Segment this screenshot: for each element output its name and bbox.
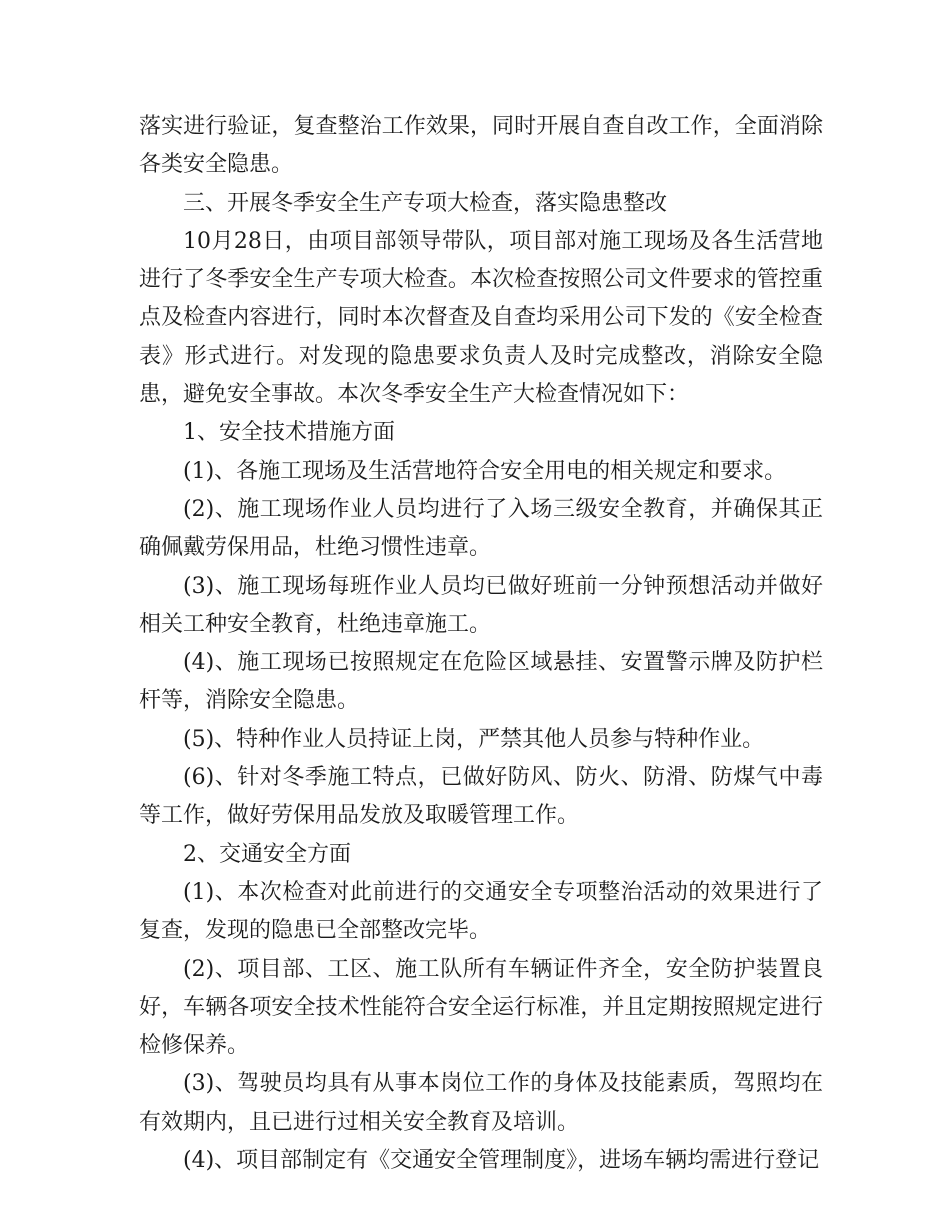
paragraph: (6)、针对冬季施工特点，已做好防风、防火、防滑、防煤气中毒等工作，做好劳保用品发放及取暖管理工作。 — [139, 765, 823, 829]
paragraph: (2)、项目部、工区、施工队所有车辆证件齐全，安全防护装置良好，车辆各项安全技术性能符合安全运行标准，并且定期按照规定进行检修保养。 — [139, 956, 823, 1059]
paragraph: 三、开展冬季安全生产专项大检查，落实隐患整改 — [183, 190, 668, 216]
document-body — [139, 108, 823, 1180]
paragraph: (3)、驾驶员均具有从事本岗位工作的身体及技能素质，驾照均在有效期内，且已进行过相关安全教育及培训。 — [139, 1071, 823, 1135]
paragraph: (1)、各施工现场及生活营地符合安全用电的相关规定和要求。 — [183, 458, 787, 484]
paragraph: (2)、施工现场作业人员均进行了入场三级安全教育，并确保其正确佩戴劳保用品，杜绝习惯性违章。 — [139, 496, 823, 561]
paragraph: 落实进行验证，复查整治工作效果，同时开展自查自改工作，全面消除各类安全隐患。 — [139, 114, 823, 178]
paragraph: 1、安全技术措施方面 — [183, 420, 395, 446]
paragraph: 10月28日，由项目部领导带队，项目部对施工现场及各生活营地进行了冬季安全生产专项大检查。本次检查按照公司文件要求的管控重点及检查内容进行，同时本次督查及自查均采用公司下发的《安全检查表》形式进行。对发现的隐患要求负责人及时完成整改，消除安全隐患，避免安全事故。本次冬季安全生产大检查情况如下： — [139, 228, 823, 408]
paragraph: (4)、施工现场已按照规定在危险区域悬挂、安置警示牌及防护栏杆等，消除安全隐患。 — [139, 650, 823, 714]
paragraph: (1)、本次检查对此前进行的交通安全专项整治活动的效果进行了复查，发现的隐患已全部整改完毕。 — [139, 879, 823, 944]
paragraph: (3)、施工现场每班作业人员均已做好班前一分钟预想活动并做好相关工种安全教育，杜绝违章施工。 — [139, 573, 823, 637]
paragraph: (5)、特种作业人员持证上岗，严禁其他人员参与特种作业。 — [183, 726, 765, 752]
paragraph: (4)、项目部制定有《交通安全管理制度》，进场车辆均需进行登记 — [183, 1148, 820, 1174]
paragraph: 2、交通安全方面 — [183, 841, 351, 867]
